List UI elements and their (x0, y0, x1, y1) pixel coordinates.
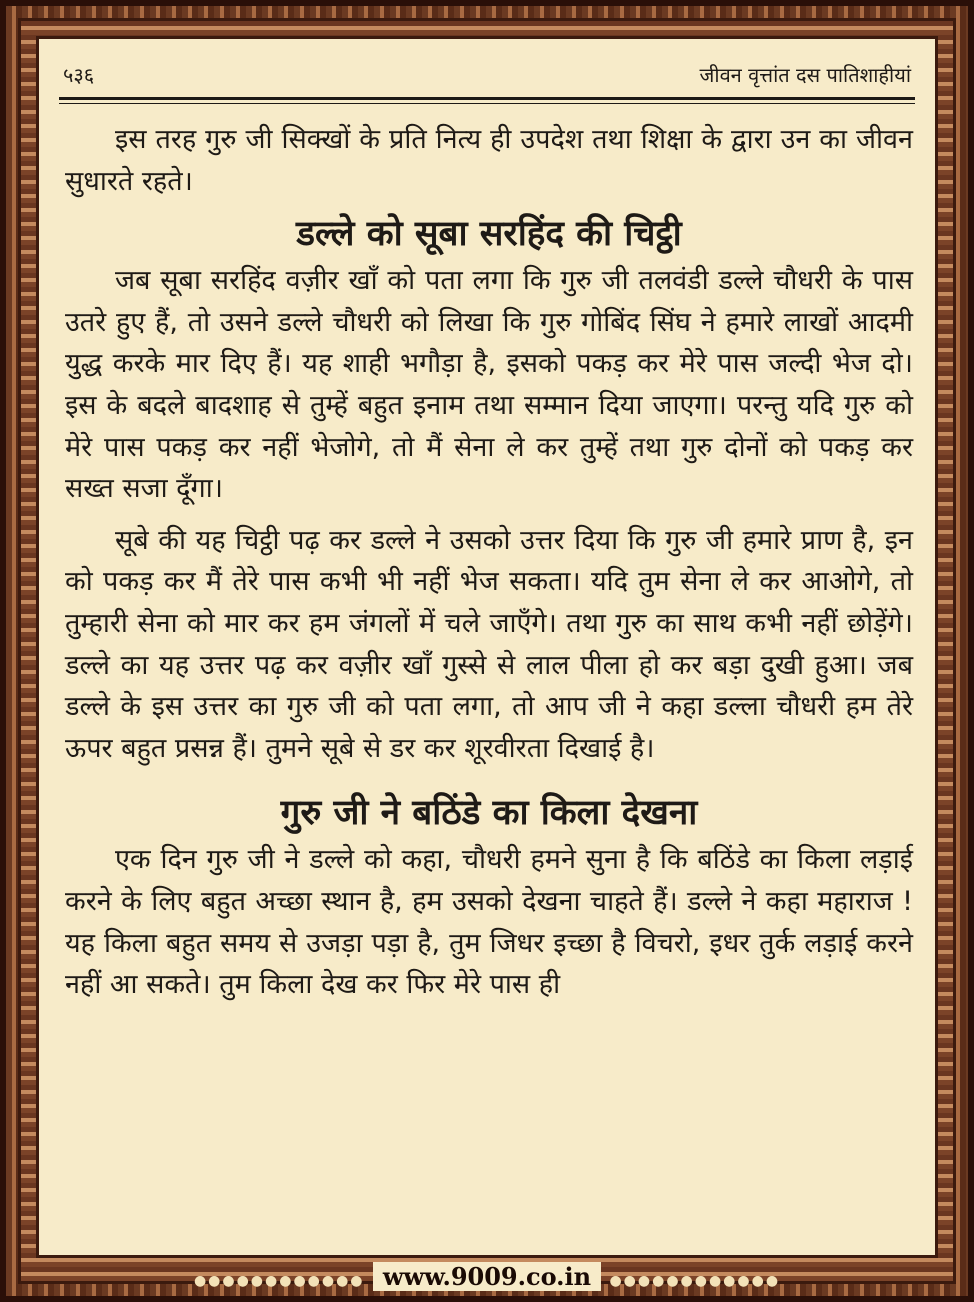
page-number: ५३६ (63, 63, 95, 87)
book-page (36, 36, 938, 1258)
intro-paragraph: इस तरह गुरु जी सिक्खों के प्रति नित्य ही उपदेश तथा शिक्षा के द्वारा उन का जीवन सुधारते रहते। (65, 124, 913, 197)
page-body (65, 119, 913, 1006)
paragraph-reply: सूबे की यह चिट्ठी पढ़ कर डल्ले ने उसको उत्तर दिया कि गुरु जी हमारे प्राण है, इन को पकड़ कर मैं तेरे पास कभी भी नहीं भेज सकता। यदि तुम सेना ले कर आओगे, तो तुम्हारी सेना को मार कर हम जंगलों में चले जाएँगे। तथा गुरु का साथ कभी नहीं छोड़ेंगे। डल्ले का यह उत्तर पढ़ कर वज़ीर खाँ गुस्से से लाल पीला हो कर बड़ा दुखी हुआ। जब डल्ले के इस उत्तर का गुरु जी को पता लगा, तो आप जी ने कहा डल्ला चौधरी हम तेरे ऊपर बहुत प्रसन्न हैं। तुमने सूबे से डर कर शूरवीरता दिखाई है। (65, 524, 913, 764)
header-rule-thick (59, 97, 915, 100)
book-title: जीवन वृत्तांत दस पातिशाहीयां (699, 63, 911, 87)
page-footer (0, 1262, 974, 1298)
section-heading-fort: गुरु जी ने बठिंडे का किला देखना (280, 793, 698, 834)
paragraph-fort: एक दिन गुरु जी ने डल्ले को कहा, चौधरी हमने सुना है कि बठिंडे का किला लड़ाई करने के लिए बहुत अच्छा स्थान है, हम उसको देखना चाहते हैं। डल्ले ने कहा महाराज ! यह किला बहुत समय से उजड़ा पड़ा है, तुम जिधर इच्छा है विचरो, इधर तुर्क लड़ाई करने नहीं आ सकते। तुम किला देख कर फिर मेरे पास ही (65, 844, 913, 1001)
footer-ornament-left: ●●●●●●●●●●●● (193, 1273, 365, 1289)
footer-ornament-right: ●●●●●●●●●●●● (609, 1273, 781, 1289)
header-rule-thin (59, 103, 915, 104)
page-header (63, 57, 911, 97)
section-heading-letter: डल्ले को सूबा सरहिंद की चिट्ठी (296, 214, 682, 255)
paragraph-letter: जब सूबा सरहिंद वज़ीर खाँ को पता लगा कि गुरु जी तलवंडी डल्ले चौधरी के पास उतरे हुए हैं, तो उसने डल्ले चौधरी को लिखा कि गुरु गोबिंद सिंघ ने हमारे लाखों आदमी युद्ध करके मार दिए हैं। यह शाही भगौड़ा है, इसको पकड़ कर मेरे पास जल्दी भेज दो। इस के बदले बादशाह से तुम्हें बहुत इनाम तथा सम्मान दिया जाएगा। परन्तु यदि गुरु को मेरे पास पकड़ कर नहीं भेजोगे, तो मैं सेना ले कर तुम्हें तथा गुरु दोनों को पकड़ कर सख्त सजा दूँगा। (65, 265, 913, 505)
website-link[interactable]: www.9009.co.in (373, 1262, 601, 1291)
